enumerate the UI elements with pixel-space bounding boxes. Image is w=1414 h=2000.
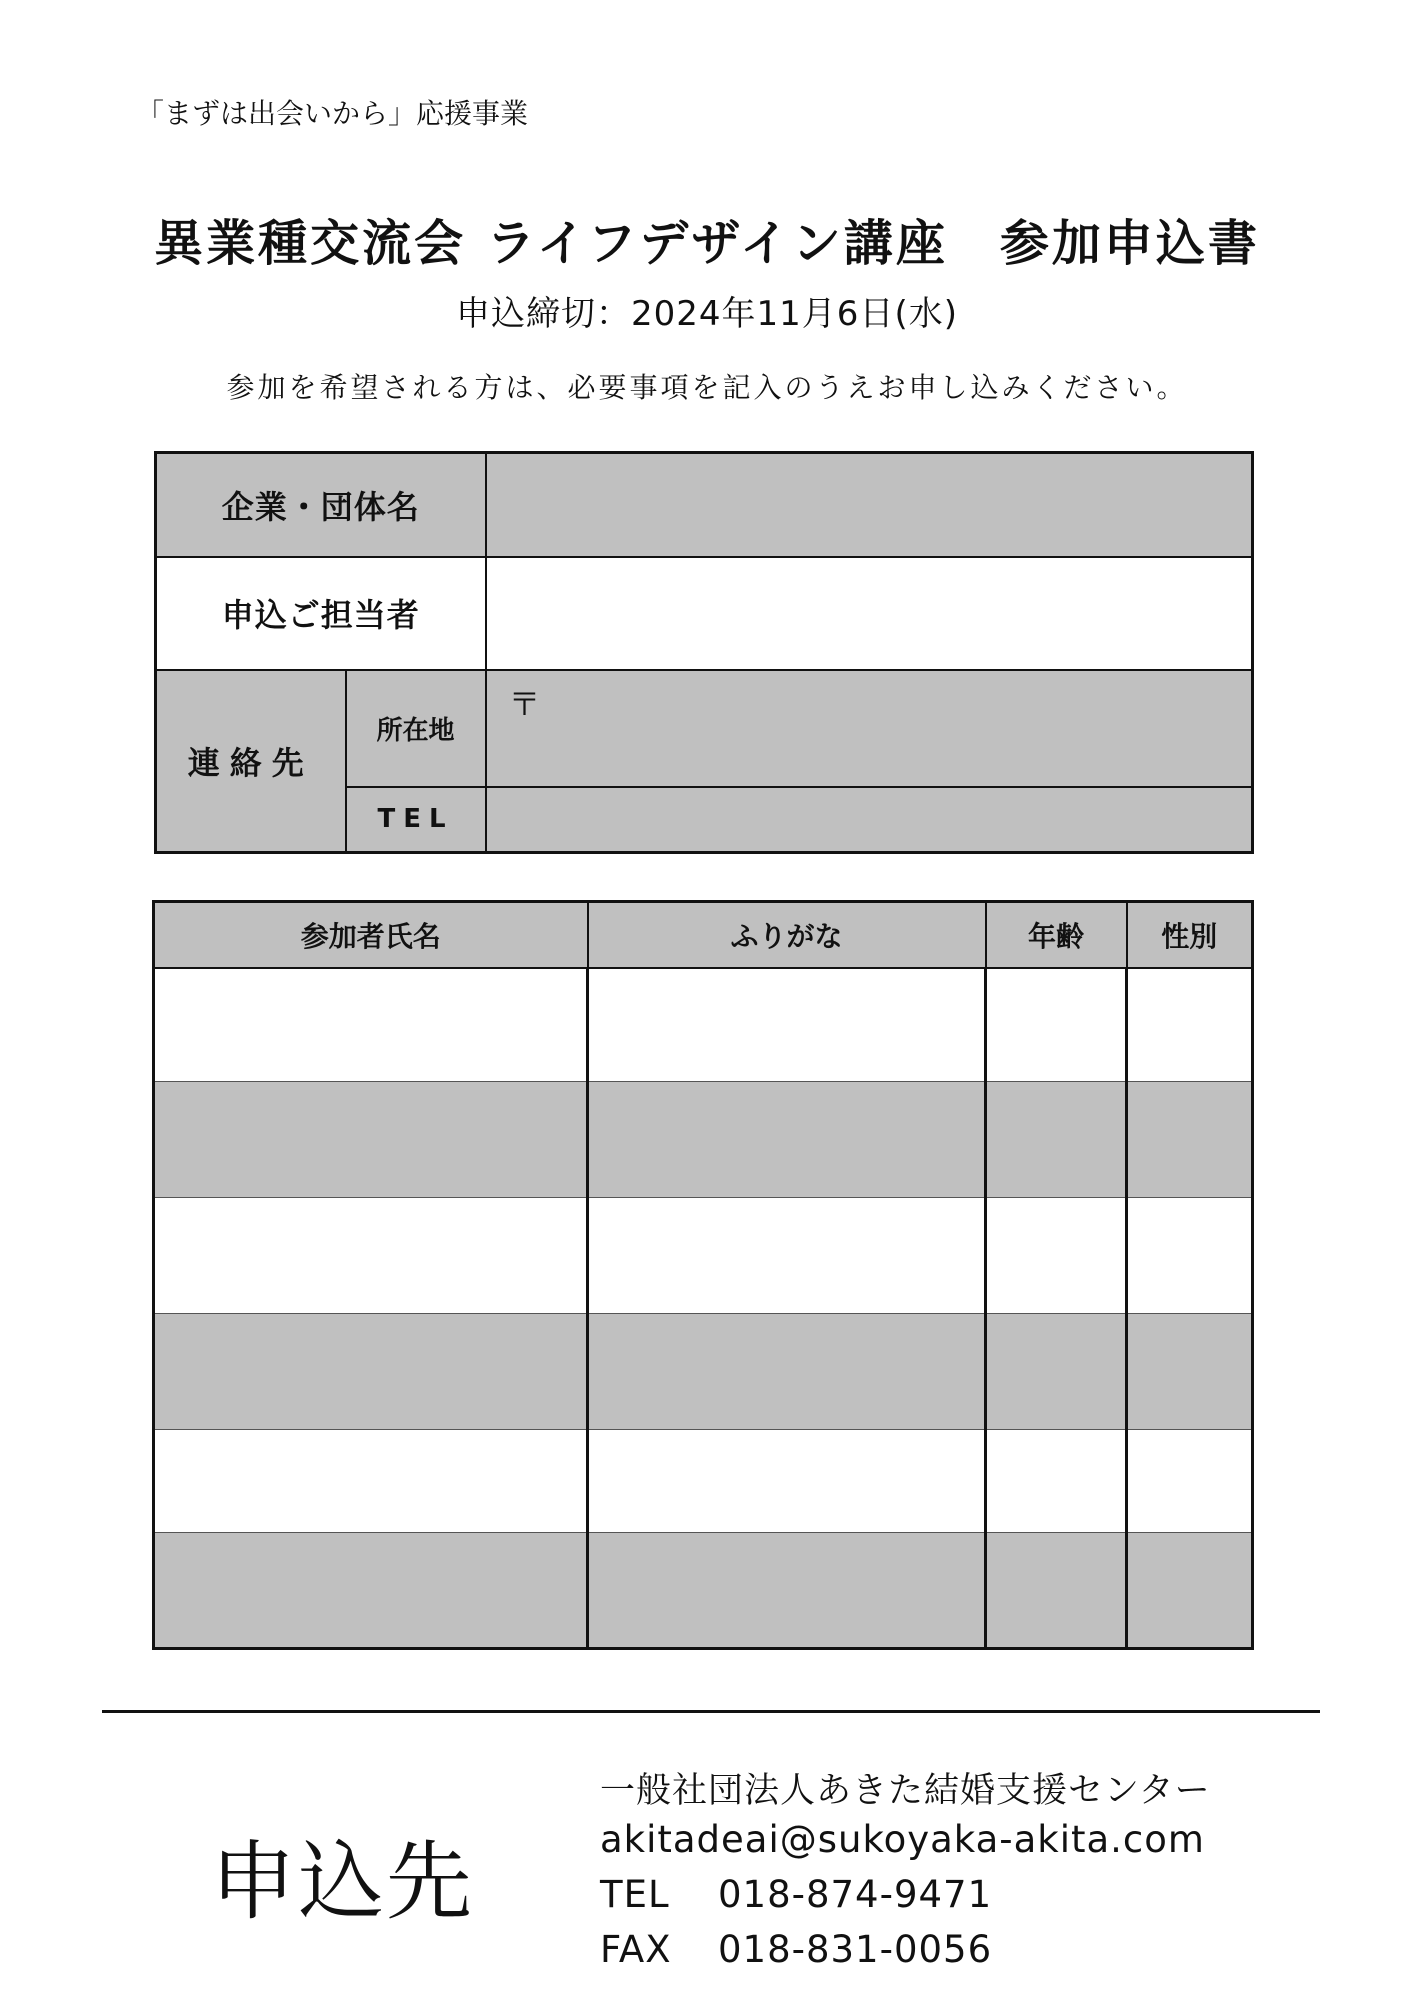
participant-row xyxy=(154,1313,1253,1429)
participant-age-field[interactable] xyxy=(986,1197,1127,1313)
participant-name-field[interactable] xyxy=(154,1429,588,1532)
participant-name-field[interactable] xyxy=(154,1197,588,1313)
participant-row xyxy=(154,1081,1253,1197)
participant-name-field[interactable] xyxy=(154,968,588,1081)
fax-number: 018-831-0056 xyxy=(718,1928,993,1971)
participant-age-field[interactable] xyxy=(986,1532,1127,1648)
applicant-info-table xyxy=(154,451,1254,854)
company-label: 企業・団体名 xyxy=(156,453,486,557)
participant-name-field[interactable] xyxy=(154,1532,588,1648)
participant-furigana-field[interactable] xyxy=(588,1081,986,1197)
participant-gender-field[interactable] xyxy=(1127,1532,1253,1648)
participant-name-field[interactable] xyxy=(154,1313,588,1429)
participant-row xyxy=(154,968,1253,1081)
participant-furigana-field[interactable] xyxy=(588,1532,986,1648)
contact-label: 連絡先 xyxy=(156,670,346,853)
header-furigana: ふりがな xyxy=(588,902,986,969)
participant-gender-field[interactable] xyxy=(1127,968,1253,1081)
participant-gender-field[interactable] xyxy=(1127,1197,1253,1313)
tel-field[interactable] xyxy=(486,787,1253,853)
participant-furigana-field[interactable] xyxy=(588,1197,986,1313)
participant-furigana-field[interactable] xyxy=(588,1313,986,1429)
participant-gender-field[interactable] xyxy=(1127,1429,1253,1532)
fax-key: FAX xyxy=(600,1928,672,1971)
tel-label: TEL xyxy=(346,787,486,853)
participant-gender-field[interactable] xyxy=(1127,1313,1253,1429)
participant-furigana-field[interactable] xyxy=(588,1429,986,1532)
participant-age-field[interactable] xyxy=(986,968,1127,1081)
tel-number: 018-874-9471 xyxy=(718,1873,993,1916)
instruction-text: 参加を希望される方は、必要事項を記入のうえお申し込みください。 xyxy=(226,371,1188,404)
address-label: 所在地 xyxy=(346,670,486,787)
contact-fax xyxy=(600,1928,992,1971)
header-age: 年齢 xyxy=(986,902,1127,969)
person-label: 申込ご担当者 xyxy=(156,557,486,670)
deadline-text: 申込締切：2024年11月6日(水) xyxy=(456,294,958,334)
participant-age-field[interactable] xyxy=(986,1081,1127,1197)
postal-mark: 〒 xyxy=(508,684,541,723)
participant-furigana-field[interactable] xyxy=(588,968,986,1081)
header-gender: 性別 xyxy=(1127,902,1253,969)
person-field[interactable] xyxy=(486,557,1253,670)
participant-row xyxy=(154,1429,1253,1532)
participant-row xyxy=(154,1197,1253,1313)
contact-heading: 申込先 xyxy=(210,1832,474,1932)
address-field[interactable] xyxy=(486,670,1253,787)
participant-name-field[interactable] xyxy=(154,1081,588,1197)
tagline: 「まずは出会いから」応援事業 xyxy=(136,97,529,130)
page-title: 異業種交流会 ライフデザイン講座 参加申込書 xyxy=(154,215,1260,272)
contact-tel xyxy=(600,1873,992,1916)
contact-email[interactable]: akitadeai@sukoyaka-akita.com xyxy=(600,1818,1205,1861)
company-field[interactable] xyxy=(486,453,1253,557)
participant-age-field[interactable] xyxy=(986,1313,1127,1429)
header-name: 参加者氏名 xyxy=(154,902,588,969)
participants-table xyxy=(152,900,1254,1650)
participant-age-field[interactable] xyxy=(986,1429,1127,1532)
participant-gender-field[interactable] xyxy=(1127,1081,1253,1197)
organization-name: 一般社団法人あきた結婚支援センター xyxy=(600,1771,1211,1811)
section-divider xyxy=(102,1710,1320,1713)
participant-row xyxy=(154,1532,1253,1648)
tel-key: TEL xyxy=(600,1873,670,1916)
